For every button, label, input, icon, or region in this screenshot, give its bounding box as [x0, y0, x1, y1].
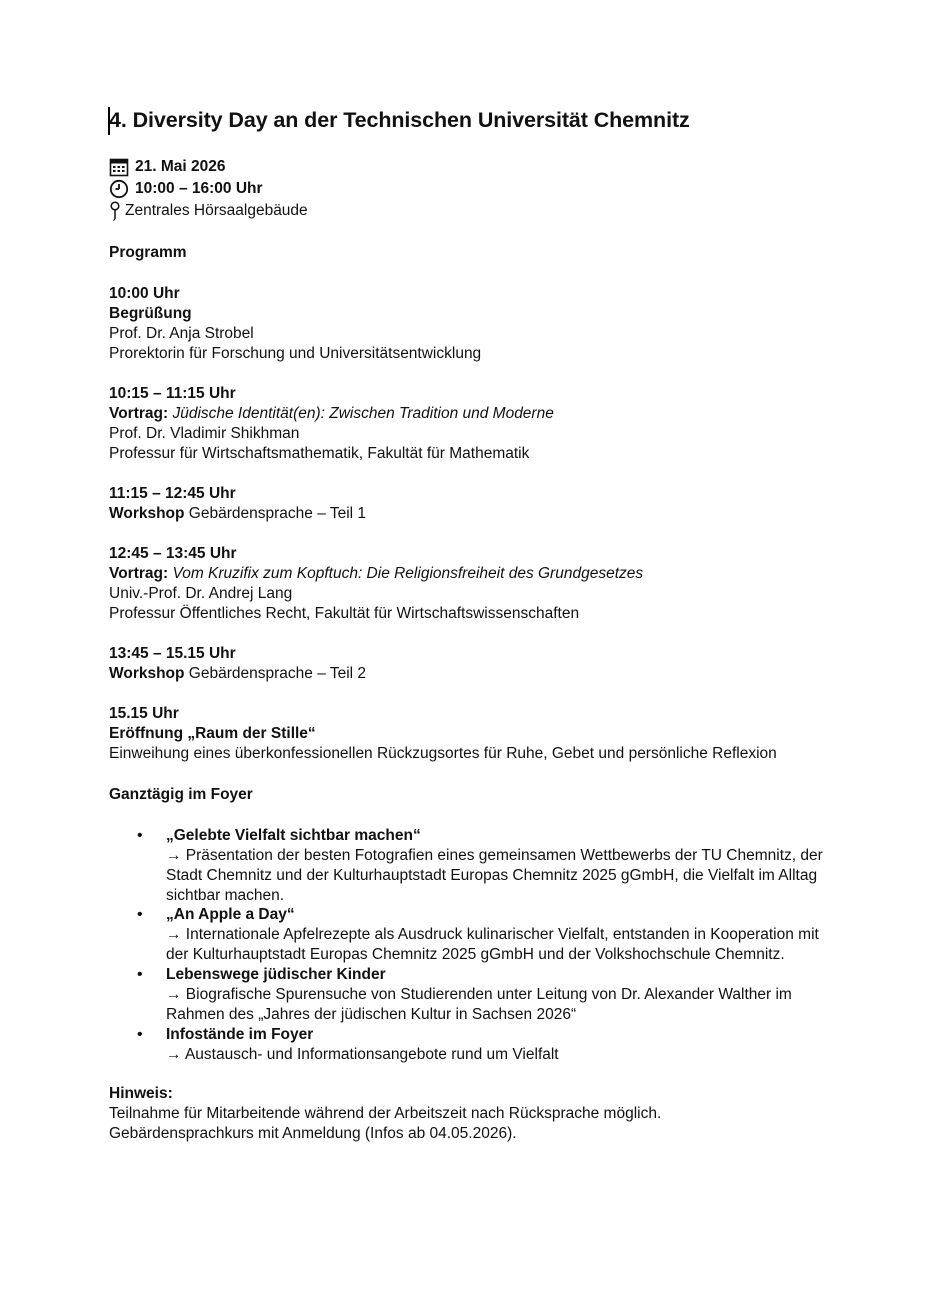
program-item-speaker: Prof. Dr. Anja Strobel: [109, 325, 254, 342]
event-location: Zentrales Hörsaalgebäude: [125, 202, 308, 219]
note-line: Gebärdensprachkurs mit Anmeldung (Infos ab 04.05.2026).: [109, 1125, 517, 1143]
program-item-role: [109, 344, 829, 364]
program-item-talk-title: Jüdische Identität(en): Zwischen Tradition und Moderne: [168, 405, 554, 422]
calendar-icon: [109, 157, 129, 177]
program-item-topic: Gebärdensprache – Teil 2: [184, 665, 367, 682]
event-time: 10:00 – 16:00 Uhr: [135, 180, 263, 197]
program-item-speaker: Prof. Dr. Vladimir Shikhman: [109, 425, 300, 442]
foyer-list-item: [109, 1025, 829, 1065]
program-item-title: [109, 404, 829, 424]
program-item-type: Vortrag:: [109, 405, 169, 422]
program-item-type: Vortrag:: [109, 565, 169, 582]
program-item-speaker: Univ.-Prof. Dr. Andrej Lang: [109, 585, 293, 602]
program-item: [109, 544, 829, 624]
program-item-time: 13:45 – 15.15 Uhr: [109, 645, 236, 662]
program-item-role-prefix: Prorektorin: [109, 345, 190, 362]
note-line: Teilnahme für Mitarbeitende während der Arbeitszeit nach Rücksprache möglich.: [109, 1105, 662, 1123]
document-title[interactable]: 4. Diversity Day an der Technischen Universität Chemnitz: [109, 108, 690, 132]
foyer-item-description: → Biografische Spurensuche von Studierenden unter Leitung von Dr. Alexander Walther im Rahmen des „Jahres der jüdischen Kultur in Sachsen 2026“: [166, 985, 792, 1023]
program-item-title: Eröffnung „Raum der Stille“: [109, 725, 316, 742]
program-item: [109, 284, 829, 364]
program-item: [109, 704, 829, 764]
program-item-topic: Gebärdensprache – Teil 1: [184, 505, 367, 522]
program-item-time: 10:15 – 11:15 Uhr: [109, 385, 236, 402]
foyer-item-description: → Austausch- und Informationsangebote rund um Vielfalt: [166, 1045, 559, 1063]
program-item: [109, 384, 829, 464]
program-item-type: Workshop: [109, 505, 185, 522]
foyer-list-item: [109, 905, 829, 965]
program-item-description: Einweihung eines überkonfessionellen Rückzugsortes für Ruhe, Gebet und persönliche Reflexion: [109, 745, 777, 762]
event-location-row: [109, 200, 829, 222]
foyer-item-title: „Gelebte Vielfalt sichtbar machen“: [166, 827, 421, 844]
program-item-time: 10:00 Uhr: [109, 285, 180, 302]
event-time-row: [109, 178, 829, 200]
foyer-list-item: [109, 965, 829, 1025]
program-item-time: 11:15 – 12:45 Uhr: [109, 485, 236, 502]
program-item-role-rest: für Forschung und Universitätsentwicklung: [189, 345, 482, 362]
program-item-talk-title: Vom Kruzifix zum Kopftuch: Die Religionsfreiheit des Grundgesetzes: [168, 565, 644, 582]
program-item-role: Professur Öffentliches Recht, Fakultät für Wirtschaftswissenschaften: [109, 605, 580, 622]
program-item-role: Professur für Wirtschaftsmathematik, Fakultät für Mathematik: [109, 445, 530, 462]
foyer-list: [109, 826, 829, 1064]
foyer-item-title: „An Apple a Day“: [166, 906, 295, 924]
program-item: [109, 484, 829, 524]
program-item-title: [109, 664, 829, 684]
program-heading: Programm: [109, 244, 187, 261]
bullet-icon: •: [137, 827, 143, 844]
foyer-item-title: Lebenswege jüdischer Kinder: [166, 965, 386, 983]
event-date-row: [109, 156, 829, 178]
foyer-item-description: → Präsentation der besten Fotografien eines gemeinsamen Wettbewerbs der TU Chemnitz, der Stadt Chemnitz und der Kulturhauptstadt Europas Chemnitz 2025 gGmbH, die Vielfalt im Alltag sichtbar machen.: [166, 847, 823, 904]
program-item: [109, 644, 829, 684]
program-item-title: [109, 504, 829, 524]
bullet-icon: •: [137, 965, 143, 983]
foyer-item-description: → Internationale Apfelrezepte als Ausdruck kulinarischer Vielfalt, entstanden in Kooperation mit der Kulturhauptstadt Europas Chemnitz 2025 gGmbH und der Volkshochschule Chemnitz.: [166, 926, 819, 964]
bullet-icon: •: [137, 906, 143, 924]
document-page: [109, 104, 829, 1144]
foyer-list-item: [109, 826, 829, 905]
event-date: 21. Mai 2026: [135, 158, 226, 175]
foyer-heading: Ganztägig im Foyer: [109, 786, 253, 803]
program-item-title: [109, 564, 829, 584]
note-heading: Hinweis:: [109, 1085, 173, 1103]
program-item-title: Begrüßung: [109, 305, 192, 322]
program-item-type: Workshop: [109, 665, 185, 682]
clock-icon: [109, 179, 129, 199]
program-item-time: 15.15 Uhr: [109, 705, 179, 722]
bullet-icon: •: [137, 1025, 143, 1043]
note-block: [109, 1084, 829, 1144]
foyer-item-title: Infostände im Foyer: [166, 1025, 314, 1043]
pin-icon: [109, 201, 121, 221]
event-meta: [109, 156, 829, 222]
program-item-time: 12:45 – 13:45 Uhr: [109, 545, 237, 562]
